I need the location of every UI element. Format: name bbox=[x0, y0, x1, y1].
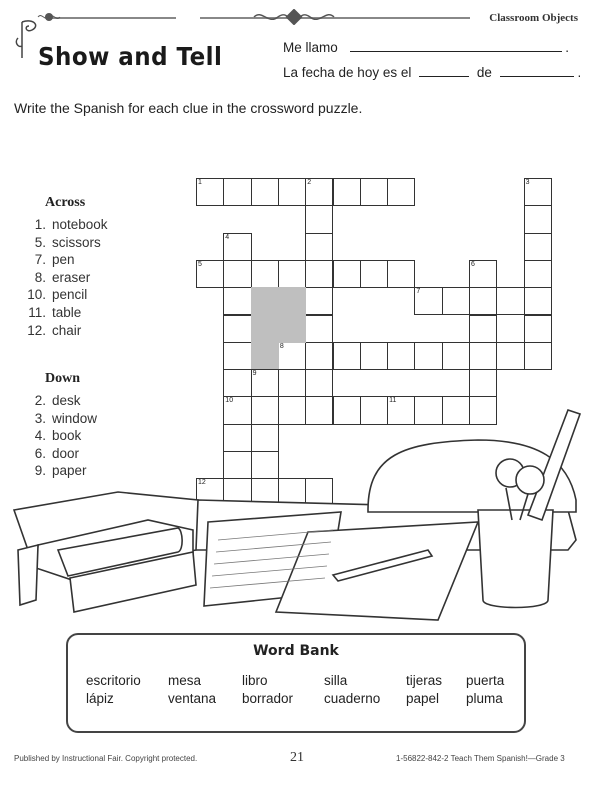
name-blank[interactable] bbox=[350, 37, 562, 52]
name-label: Me llamo bbox=[283, 40, 338, 55]
section-label: Classroom Objects bbox=[489, 12, 578, 24]
crossword-cell[interactable] bbox=[251, 178, 279, 206]
date-label: La fecha de hoy es el bbox=[283, 65, 412, 80]
down-heading: Down bbox=[45, 371, 81, 386]
crossword-cell[interactable] bbox=[387, 342, 415, 370]
clue-number: 9 bbox=[252, 370, 257, 378]
crossword-cell[interactable] bbox=[524, 342, 552, 370]
clue-item: 12. chair bbox=[27, 322, 82, 338]
crossword-cell[interactable] bbox=[333, 342, 361, 370]
crossword-cell[interactable] bbox=[469, 342, 497, 370]
crossword-cell[interactable] bbox=[305, 369, 333, 397]
clue-item: 8. eraser bbox=[34, 269, 91, 285]
crossword-cell[interactable] bbox=[414, 287, 442, 315]
word-bank-word: puerta bbox=[466, 673, 505, 688]
crossword-cell[interactable] bbox=[469, 260, 497, 288]
clue-number: 7 bbox=[416, 288, 421, 296]
crossword-cell[interactable] bbox=[496, 342, 524, 370]
crossword-cell[interactable] bbox=[469, 369, 497, 397]
clue-number: 8 bbox=[279, 342, 284, 350]
crossword-cell[interactable] bbox=[524, 178, 552, 206]
period: . bbox=[577, 65, 582, 80]
flourish-center bbox=[252, 9, 336, 25]
blocked-cell bbox=[278, 315, 306, 343]
across-heading: Across bbox=[45, 195, 86, 210]
crossword-cell[interactable] bbox=[305, 342, 333, 370]
crossword-cell[interactable] bbox=[305, 260, 333, 288]
word-bank-word: mesa bbox=[168, 673, 202, 688]
crossword-cell[interactable] bbox=[414, 342, 442, 370]
crossword-cell[interactable] bbox=[223, 342, 251, 370]
crossword-cell[interactable] bbox=[442, 287, 470, 315]
crossword-cell[interactable] bbox=[305, 287, 333, 315]
crossword-cell[interactable] bbox=[305, 315, 333, 343]
instructions: Write the Spanish for each clue in the crossword puzzle. bbox=[14, 100, 363, 116]
clue-item: 9. paper bbox=[34, 463, 87, 479]
crossword-cell[interactable] bbox=[278, 178, 306, 206]
word-bank-word: papel bbox=[406, 691, 440, 706]
word-bank-word: escritorio bbox=[86, 673, 141, 688]
crossword-cell[interactable] bbox=[305, 205, 333, 233]
word-bank-word: silla bbox=[324, 673, 348, 688]
top-rule-left bbox=[46, 17, 176, 19]
date-de: de bbox=[476, 65, 492, 80]
name-line bbox=[283, 37, 569, 55]
crossword-cell[interactable] bbox=[305, 178, 333, 206]
blocked-cell bbox=[251, 287, 279, 315]
clue-number: 4 bbox=[225, 233, 230, 241]
crossword-cell[interactable] bbox=[387, 178, 415, 206]
crossword-cell[interactable] bbox=[496, 287, 524, 315]
crossword-cell[interactable] bbox=[333, 178, 361, 206]
crossword-cell[interactable] bbox=[360, 178, 388, 206]
crossword-cell[interactable] bbox=[360, 342, 388, 370]
crossword-cell[interactable] bbox=[524, 287, 552, 315]
crossword-cell[interactable] bbox=[524, 205, 552, 233]
clue-item: 5. scissors bbox=[34, 234, 101, 250]
clue-number: 10 bbox=[225, 397, 234, 405]
crossword-cell[interactable] bbox=[223, 233, 251, 261]
crossword-cell[interactable] bbox=[469, 287, 497, 315]
clue-item: 2. desk bbox=[34, 393, 81, 408]
crossword-cell[interactable] bbox=[305, 233, 333, 261]
across-clues bbox=[18, 216, 108, 339]
clue-number: 2 bbox=[307, 179, 312, 186]
crossword-cell[interactable] bbox=[524, 233, 552, 261]
footer-copyright: Published by Instructional Fair. Copyright protected. bbox=[14, 754, 198, 763]
flourish-left bbox=[36, 10, 62, 24]
clue-number: 12 bbox=[198, 479, 206, 487]
blocked-cell bbox=[278, 287, 306, 315]
clue-number: 11 bbox=[389, 397, 397, 405]
clue-item: 10. pencil bbox=[27, 287, 88, 303]
clue-item: 7. pen bbox=[34, 252, 75, 268]
crossword-cell[interactable] bbox=[223, 260, 251, 288]
crossword-cell[interactable] bbox=[278, 342, 306, 370]
crossword-cell[interactable] bbox=[196, 260, 224, 288]
crossword-cell[interactable] bbox=[251, 369, 279, 397]
crossword-cell[interactable] bbox=[196, 178, 224, 206]
crossword-cell[interactable] bbox=[223, 287, 251, 315]
crossword-cell[interactable] bbox=[524, 260, 552, 288]
word-bank-word: borrador bbox=[242, 691, 294, 706]
crossword-cell[interactable] bbox=[223, 369, 251, 397]
footer-isbn: 1-56822-842-2 Teach Them Spanish!—Grade 3 bbox=[396, 754, 565, 763]
clue-number: 5 bbox=[198, 260, 202, 268]
clue-number: 6 bbox=[471, 260, 475, 268]
crossword-cell[interactable] bbox=[442, 342, 470, 370]
word-bank-word: libro bbox=[242, 673, 268, 688]
month-blank[interactable] bbox=[500, 62, 574, 77]
word-bank-word: ventana bbox=[168, 691, 217, 706]
word-bank-word: lápiz bbox=[86, 691, 114, 706]
day-blank[interactable] bbox=[419, 62, 469, 77]
clue-item: 1. notebook bbox=[34, 217, 108, 232]
page-number: 21 bbox=[290, 750, 304, 765]
crossword-cell[interactable] bbox=[251, 260, 279, 288]
word-bank-word: cuaderno bbox=[324, 691, 381, 706]
crossword-cell[interactable] bbox=[360, 260, 388, 288]
date-line bbox=[283, 62, 581, 80]
crossword-cell[interactable] bbox=[223, 178, 251, 206]
crossword-cell[interactable] bbox=[223, 315, 251, 343]
word-bank-word: pluma bbox=[466, 691, 503, 706]
clue-item: 11. table bbox=[28, 304, 82, 320]
blocked-cell bbox=[251, 315, 279, 343]
crossword-cell[interactable] bbox=[333, 260, 361, 288]
word-bank-title: Word Bank bbox=[253, 643, 339, 659]
period: . bbox=[565, 40, 570, 55]
crossword-cell[interactable] bbox=[387, 260, 415, 288]
crossword-cell[interactable] bbox=[278, 260, 306, 288]
clue-item: 4. book bbox=[34, 428, 82, 444]
crossword-cell[interactable] bbox=[469, 315, 497, 343]
desk-illustration bbox=[8, 400, 592, 635]
clue-item: 6. door bbox=[34, 445, 80, 461]
blocked-cell bbox=[251, 342, 279, 370]
clue-item: 3. window bbox=[34, 410, 98, 426]
word-bank bbox=[66, 633, 526, 733]
clue-number: 1 bbox=[198, 179, 202, 186]
page-title: Show and Tell bbox=[38, 42, 223, 71]
crossword-cell[interactable] bbox=[524, 315, 552, 343]
clue-number: 3 bbox=[525, 179, 530, 186]
word-bank-word: tijeras bbox=[406, 673, 443, 688]
